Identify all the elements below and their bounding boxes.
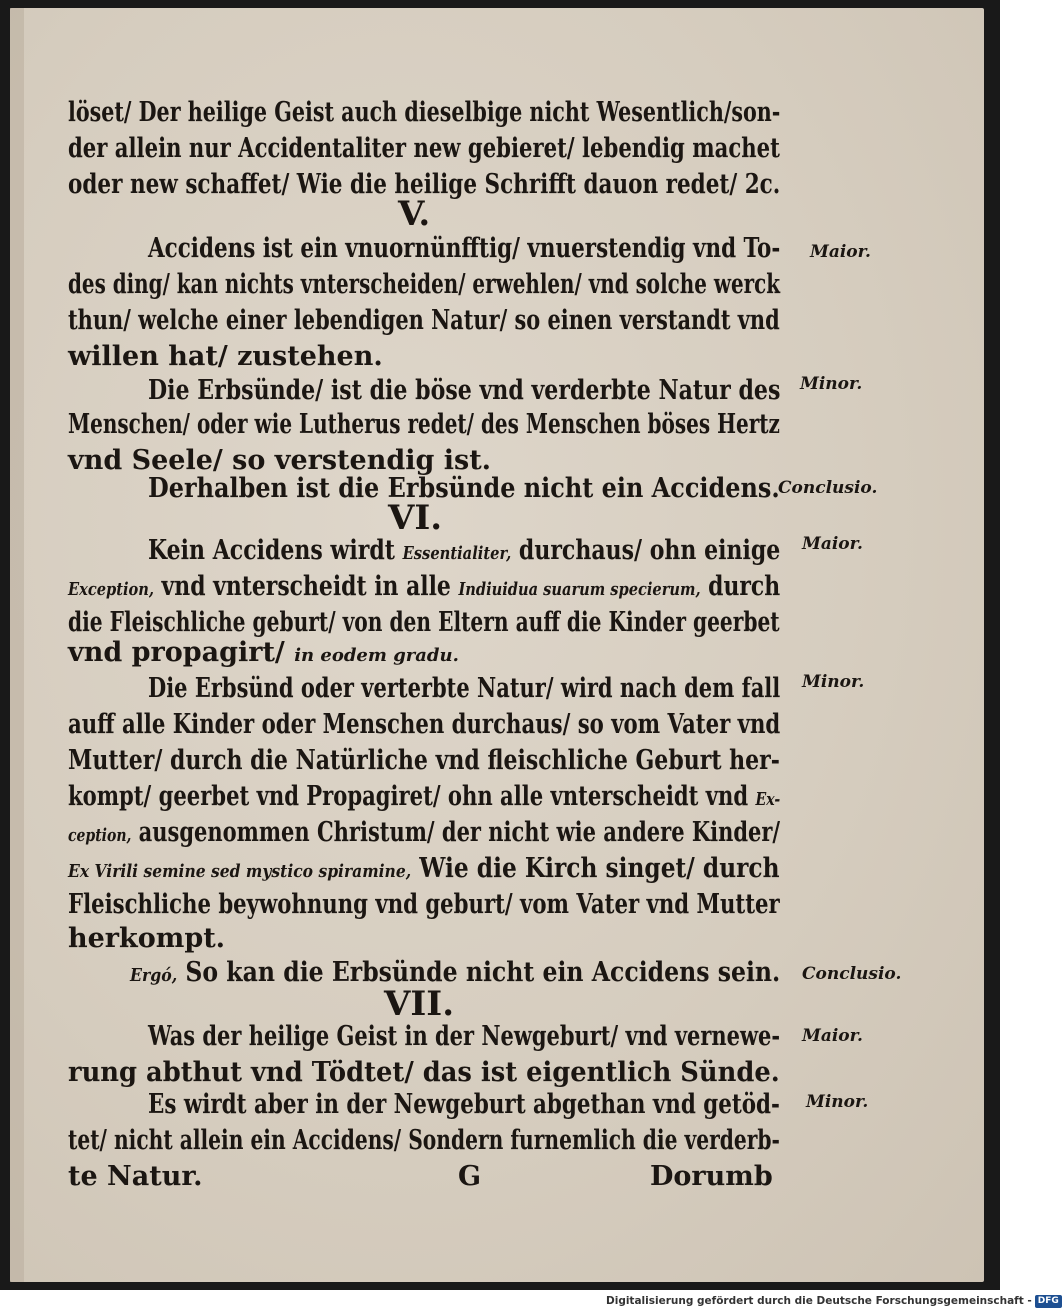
text-line [148,534,780,571]
text-run: vnd propagirt/ [68,637,285,668]
text-line: willen hat/ zustehen. [68,341,383,372]
text-run: kompt/ geerbet vnd Propagiret/ ohn alle vnterscheidt vnd [68,781,749,812]
text-line: Die Erbsünde/ ist die böse vnd verderbte Natur des [148,375,781,406]
latin-term: ception, [68,825,132,846]
margin-note-minor: Minor. [802,672,865,692]
text-line [68,780,780,817]
text-run: vnd vnterscheidt in alle [161,571,451,602]
book-page [10,8,984,1282]
text-line: vnd Seele/ so verstendig ist. [68,445,492,476]
latin-term: in eodem gradu. [294,645,459,666]
text-line: des ding/ kan nichts vnterscheiden/ erwehlen/ vnd solche werck [68,269,781,300]
margin-note-conclusio: Conclusio. [802,964,902,984]
text-run: Wie die Kirch singet/ durch [419,853,780,884]
text-line: die Fleischliche geburt/ von den Eltern auff die Kinder geerbet [68,607,780,638]
text-run: ausgenommen Christum/ der nicht wie andere Kinder/ [138,817,781,848]
margin-note-maior: Maior. [802,534,863,554]
margin-note-maior: Maior. [802,1026,863,1046]
latin-term: Indiuidua suarum specierum, [458,579,701,600]
text-line: Derhalben ist die Erbsünde nicht ein Accidens. [148,473,780,504]
text-line: Mutter/ durch die Natürliche vnd fleischliche Geburt her- [68,745,780,776]
signature-mark: G [458,1161,482,1192]
text-line: Was der heilige Geist in der Newgeburt/ vnd vernewe- [148,1021,781,1052]
text-line [68,636,459,673]
latin-term: Exception, [68,579,154,600]
latin-term: Ex Virili semine sed mystico spiramine, [68,861,412,882]
margin-note-maior: Maior. [810,242,871,262]
text-line: löset/ Der heilige Geist auch dieselbige nicht Wesentlich/son- [68,97,781,128]
dfg-logo: DFG [1035,1295,1062,1308]
text-line: oder new schaffet/ Wie die heilige Schrifft dauon redet/ 2c. [68,169,781,200]
text-line: Es wirdt aber in der Newgeburt abgethan vnd getöd- [148,1089,780,1120]
text-run: So kan die Erbsünde nicht ein Accidens sein. [185,957,781,988]
margin-note-minor: Minor. [800,374,863,394]
text-line [68,852,780,889]
margin-note-minor: Minor. [806,1092,869,1112]
catchword: Dorumb [650,1161,773,1192]
text-line [68,570,780,607]
margin-note-conclusio: Conclusio. [778,478,878,498]
text-run: durch [708,571,781,602]
section-heading-vi: VI. [388,498,443,538]
text-line: der allein nur Accidentaliter new gebieret/ lebendig machet [68,133,780,164]
text-line [68,816,780,853]
latin-term: Ergó, [130,965,178,986]
text-line: Menschen/ oder wie Lutherus redet/ des Menschen böses Hertz [68,409,780,440]
text-line: te Natur. [68,1161,203,1192]
text-line: Accidens ist ein vnuornünfftig/ vnuerstendig vnd To- [148,233,781,264]
credit-text: Digitalisierung gefördert durch die Deutsche Forschungsgemeinschaft - [606,1295,1032,1307]
page-gutter-shadow [10,8,24,1282]
text-line: herkompt. [68,923,226,954]
text-line: thun/ welche einer lebendigen Natur/ so einen verstandt vnd [68,305,780,336]
section-heading-vii: VII. [384,984,455,1024]
text-run: Kein Accidens wirdt [148,535,395,566]
text-run: durchaus/ ohn einige [518,535,781,566]
digitization-credit [606,1292,1062,1310]
text-line: Die Erbsünd oder verterbte Natur/ wird nach dem fall [148,673,781,704]
latin-term: Essentialiter, [402,543,512,564]
text-line: Fleischliche beywohnung vnd geburt/ vom Vater vnd Mutter [68,889,780,920]
latin-term: Ex- [755,789,781,810]
text-line: tet/ nicht allein ein Accidens/ Sondern furnemlich die verderb- [68,1125,780,1156]
text-line [130,956,780,993]
section-heading-v: V. [398,194,431,234]
text-line: rung abthut vnd Tödtet/ das ist eigentlich Sünde. [68,1057,780,1088]
text-line: auff alle Kinder oder Menschen durchaus/ so vom Vater vnd [68,709,781,740]
